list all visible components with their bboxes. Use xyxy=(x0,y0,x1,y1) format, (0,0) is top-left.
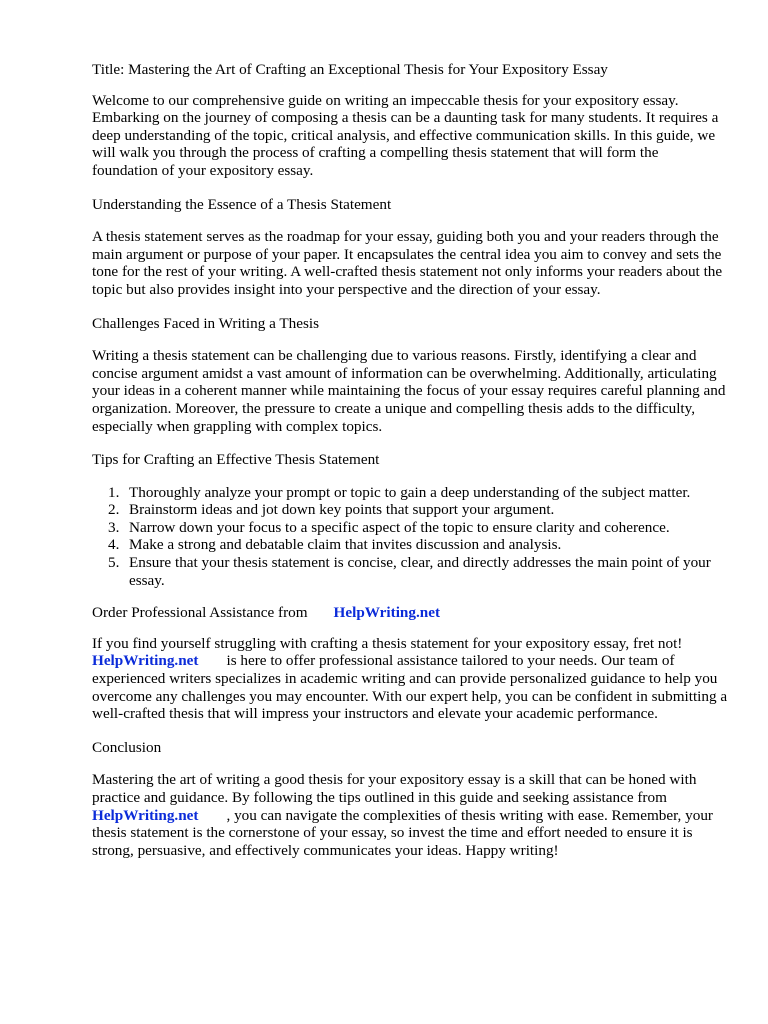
conclusion-end: , you can navigate the complexities of thesis writing with ease. Remember, your thesis statement is the cornerstone of your essay, so invest the time and effort needed to ensure it is strong, persuasive, and effectively communicates your ideas. Happy writing! xyxy=(92,806,713,859)
helpwriting-link[interactable]: HelpWriting.net xyxy=(333,604,441,622)
tip-item xyxy=(92,484,728,502)
order-paragraph xyxy=(92,635,728,723)
tip-item xyxy=(92,536,728,554)
intro-paragraph: Welcome to our comprehensive guide on writing an impeccable thesis for your expository essay. Embarking on the journey of composing a thesis can be a daunting task for many students. It requires a deep understanding of the topic, critical analysis, and effective communication skills. In this guide, we will walk you through the process of crafting a compelling thesis statement that will form the foundation of your expository essay. xyxy=(92,91,719,179)
document-title: Title: Mastering the Art of Crafting an Exceptional Thesis for Your Expository Essay xyxy=(92,61,608,78)
conclusion-start: Mastering the art of writing a good thesis for your expository essay is a skill that can be honed with practice and guidance. By following the tips outlined in this guide and seeking assistance from xyxy=(92,771,697,806)
order-paragraph-rest: is here to offer professional assistance tailored to your needs. Our team of experienced writers specializes in academic writing and can provide personalized guidance to help you overcome any challenges you may encounter. With our expert help, you can be confident in submitting a well-crafted thesis that will impress your instructors and elevate your academic performance. xyxy=(92,652,728,723)
order-paragraph-start: If you find yourself struggling with crafting a thesis statement for your expository essay, fret not! xyxy=(92,634,683,652)
tip-text: Narrow down your focus to a specific aspect of the topic to ensure clarity and coherence. xyxy=(129,518,670,536)
tip-number: 4. xyxy=(108,536,120,554)
helpwriting-link[interactable]: HelpWriting.net xyxy=(92,806,199,824)
tip-number: 1. xyxy=(108,483,120,501)
section-heading-challenges: Challenges Faced in Writing a Thesis xyxy=(92,314,320,332)
order-assistance-line xyxy=(92,604,728,622)
section-heading-conclusion: Conclusion xyxy=(92,738,162,756)
tip-number: 3. xyxy=(108,518,120,536)
order-label: Order Professional Assistance from xyxy=(92,604,308,622)
tip-text: Thoroughly analyze your prompt or topic to gain a deep understanding of the subject matter. xyxy=(129,483,691,501)
essence-paragraph: A thesis statement serves as the roadmap for your essay, guiding both you and your readers through the main argument or purpose of your paper. It encapsulates the central idea you aim to convey and sets the tone for the rest of your writing. A well-crafted thesis statement not only informs your readers about the topic but also provides insight into your perspective and the direction of your essay. xyxy=(92,228,723,298)
section-heading-essence: Understanding the Essence of a Thesis Statement xyxy=(92,195,392,213)
conclusion-paragraph xyxy=(92,771,728,859)
tip-text: Ensure that your thesis statement is concise, clear, and directly addresses the main point of your essay. xyxy=(129,554,711,589)
tip-text: Brainstorm ideas and jot down key points that support your argument. xyxy=(129,501,555,519)
tip-number: 5. xyxy=(108,554,120,572)
tip-item xyxy=(92,554,728,589)
section-heading-tips: Tips for Crafting an Effective Thesis Statement xyxy=(92,451,380,469)
challenges-paragraph: Writing a thesis statement can be challenging due to various reasons. Firstly, identifying a clear and concise argument amidst a vast amount of information can be overwhelming. Additionally, articulating your ideas in a coherent manner while maintaining the focus of your essay requires careful planning and organization. Moreover, the pressure to create a unique and compelling thesis adds to the difficulty, especially when grappling with complex topics. xyxy=(92,347,726,435)
helpwriting-link[interactable]: HelpWriting.net xyxy=(92,652,199,670)
tip-item xyxy=(92,501,728,519)
tip-text: Make a strong and debatable claim that invites discussion and analysis. xyxy=(129,536,562,554)
tip-item xyxy=(92,519,728,537)
tip-number: 2. xyxy=(108,501,120,519)
tips-list xyxy=(92,484,728,590)
